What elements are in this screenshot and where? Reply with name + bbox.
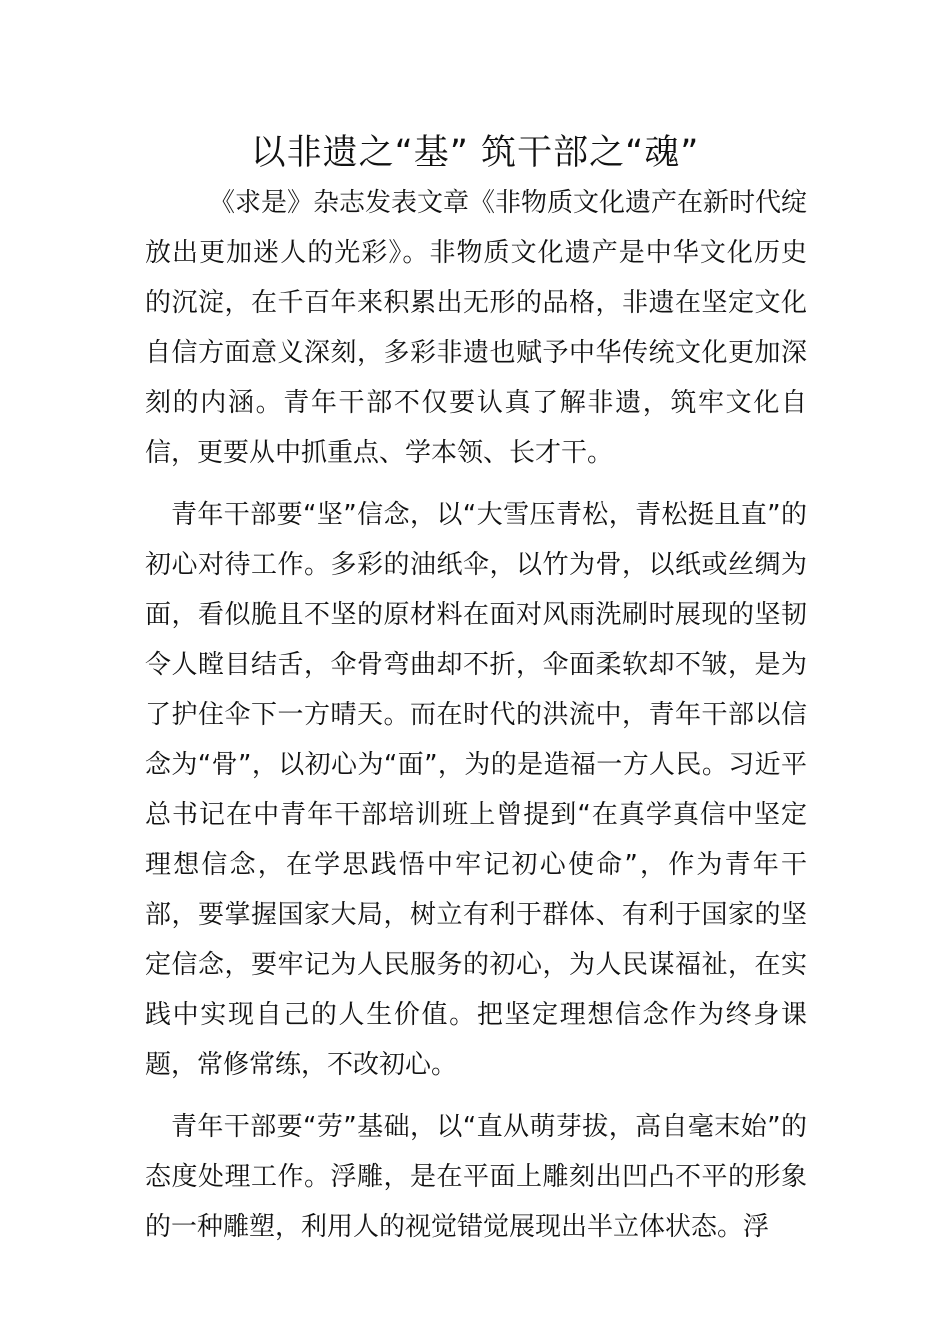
paragraph-belief: 青年干部要“坚”信念，以“大雪压青松，青松挺且直”的初心对待工作。多彩的油纸伞，以竹为骨，以纸或丝绸为面，看似脆且不坚的原材料在面对风雨洗刷时展现的坚韧令人瞠目结舌，伞骨弯曲却不折，伞面柔软却不皱，是为了护住伞下一方晴天。而在时代的洪流中，青年干部以信念为“骨”，以初心为“面”，为的是造福一方人民。习近平总书记在中青年干部培训班上曾提到“在真学真信中坚定理想信念，在学思践悟中牢记初心使命”，作为青年干部，要掌握国家大局，树立有利于群体、有利于国家的坚定信念，要牢记为人民服务的初心，为人民谋福祉，在实践中实现自己的人生价值。把坚定理想信念作为终身课题，常修常练，不改初心。: [145, 500, 807, 1080]
paragraph-intro: 《求是》杂志发表文章《非物质文化遗产在新时代绽放出更加迷人的光彩》。非物质文化遗产是中华文化历史的沉淀，在千百年来积累出无形的品格，非遗在坚定文化自信方面意义深刻，多彩非遗也赋予中华传统文化更加深刻的内涵。青年干部不仅要认真了解非遗，筑牢文化自信，更要从中抓重点、学本领、长才干。: [145, 188, 808, 468]
paragraph-foundation: 青年干部要“劳”基础，以“直从萌芽拔，高自毫末始”的态度处理工作。浮雕，是在平面上雕刻出凹凸不平的形象的一种雕塑，利用人的视觉错觉展现出半立体状态。浮: [145, 1112, 807, 1242]
document-title: 以非遗之“基” 筑干部之“魂”: [250, 133, 700, 173]
document-body: [145, 178, 807, 1252]
